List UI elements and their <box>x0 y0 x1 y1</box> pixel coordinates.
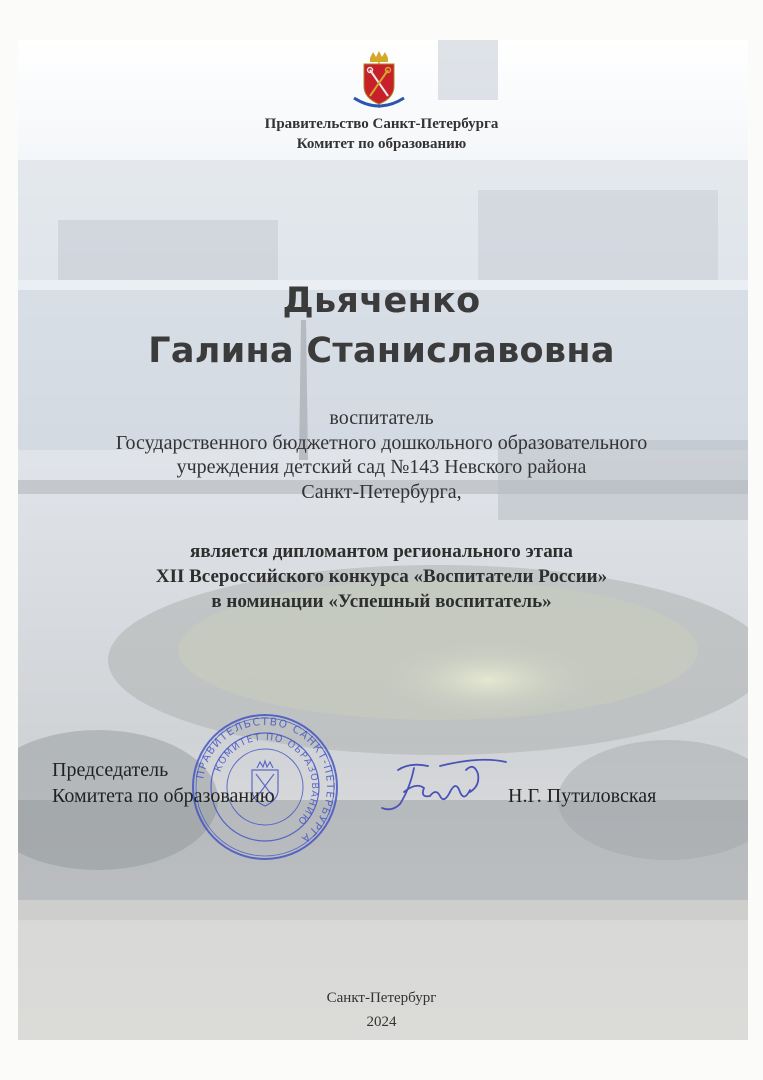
stamp-inner-text: КОМИТЕТ ПО ОБРАЗОВАНИЮ <box>212 731 321 828</box>
award-line-3: в номинации «Успешный воспитатель» <box>211 591 552 612</box>
signatory-title <box>52 757 275 809</box>
recipient-surname: Дьяченко <box>282 281 481 321</box>
issue-city: Санкт-Петербург <box>326 990 437 1006</box>
award-line-2: XII Всероссийского конкурса «Воспитатели России» <box>155 566 608 587</box>
recipient-position <box>0 406 763 504</box>
coat-of-arms-icon <box>346 48 412 114</box>
issue-place-date <box>0 986 763 1034</box>
signatory-name: Н.Г. Путиловская <box>508 785 657 807</box>
award-statement <box>0 539 763 614</box>
issuer-committee: Комитет по образованию <box>296 136 467 152</box>
issuer-government: Правительство Санкт-Петербурга <box>264 116 499 132</box>
recipient-given-names: Галина Станиславовна <box>148 331 615 371</box>
recipient-name <box>0 276 763 376</box>
handwritten-signature <box>370 752 510 822</box>
position-line-3: учреждения детский сад №143 Невского района <box>176 456 587 478</box>
stamp-outer-text: ПРАВИТЕЛЬСТВО САНКТ-ПЕТЕРБУРГА <box>194 715 337 846</box>
issue-year: 2024 <box>366 1014 397 1030</box>
issuer-header <box>0 114 763 154</box>
signatory-title-line-2: Комитета по образованию <box>52 785 275 807</box>
award-line-1: является дипломантом регионального этапа <box>190 541 573 562</box>
signatory-title-line-1: Председатель <box>52 759 169 781</box>
position-line-2: Государственного бюджетного дошкольного образовательного <box>115 431 648 454</box>
position-line-1: воспитатель <box>329 407 434 429</box>
position-line-4: Санкт-Петербурга, <box>301 480 462 503</box>
